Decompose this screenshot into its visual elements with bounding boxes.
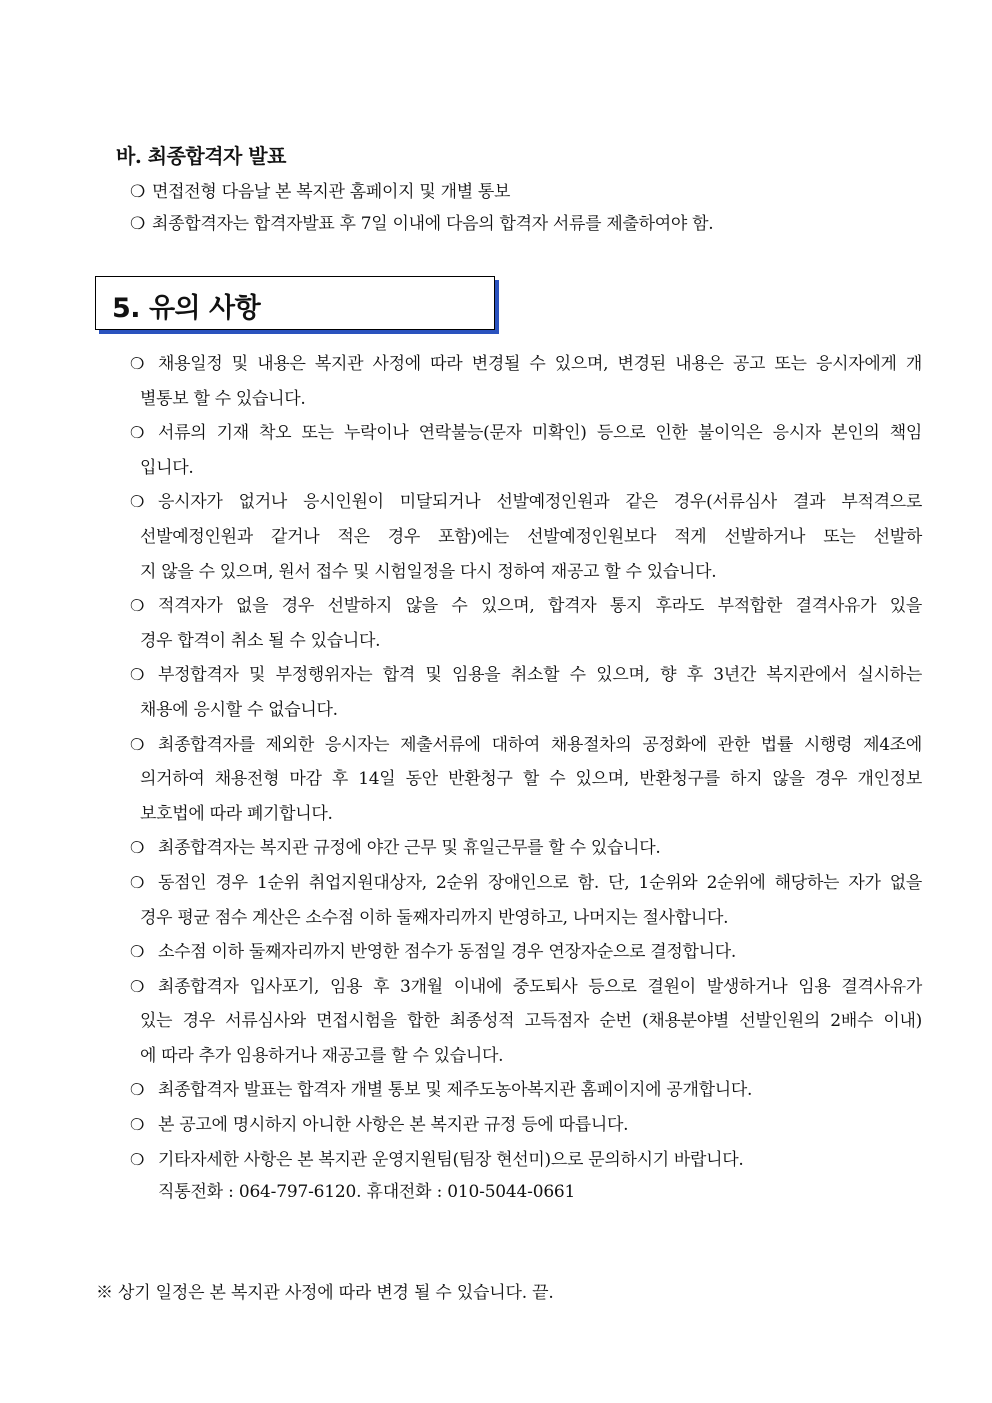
note-line [130,901,922,936]
note-line [130,970,922,1005]
bullet-circle-icon: ❍ [130,665,145,685]
section-title-box [95,276,495,330]
note-line [130,555,922,590]
contact-info: 직통전화 : 064-797-6120. 휴대전화 : 010-5044-0661 [158,1182,576,1202]
note-item [130,728,922,832]
note-line [130,485,922,520]
bullet-circle-icon: ❍ [130,838,145,858]
note-item [130,485,922,589]
note-text: 에 따라 추가 임용하거나 재공고를 할 수 있습니다. [140,1045,504,1066]
footnote: ※ 상기 일정은 본 복지관 사정에 따라 변경 될 수 있습니다. 끝. [96,1283,554,1303]
note-text: 채용에 응시할 수 없습니다. [140,699,338,720]
note-text: 서류의 기재 착오 또는 누락이나 연락불능(문자 미확인) 등으로 인한 불이익은 응시자 본인의 책임 [158,423,922,444]
bullet-circle-icon: ❍ [130,596,145,616]
bullet-circle-icon: ❍ [130,1149,145,1169]
note-line [130,1108,922,1143]
note-line [130,797,922,832]
bullet-circle-icon: ❍ [130,354,145,373]
note-line [130,451,922,486]
subsection-item [130,212,713,236]
note-line [130,866,922,901]
bullet-circle-icon: ❍ [130,1115,145,1135]
note-text: 응시자가 없거나 응시인원이 미달되거나 선발예정인원과 같은 경우(서류심사 결과 부적격으로 [158,492,922,513]
notes-list [130,347,922,1177]
note-text: 지 않을 수 있으며, 원서 접수 및 시험일정을 다시 정하여 재공고 할 수 있습니다. [140,561,717,582]
note-item [130,1143,922,1178]
note-text: 선발예정인원과 같거나 적은 경우 포함)에는 선발예정인원보다 적게 선발하거나 또는 선발하 [140,526,922,547]
bullet-circle-icon: ❍ [130,976,145,996]
note-text: 소수점 이하 둘째자리까지 반영한 점수가 동점일 경우 연장자순으로 결정합니다. [158,942,736,963]
note-text: 입니다. [140,457,194,478]
note-item [130,658,922,727]
note-text: 채용일정 및 내용은 복지관 사정에 따라 변경될 수 있으며, 변경된 내용은 공고 또는 응시자에게 개 [158,354,922,374]
note-item [130,589,922,658]
note-item [130,416,922,485]
note-line [130,347,922,382]
bullet-circle-icon: ❍ [130,942,145,962]
bullet-circle-icon: ❍ [130,872,145,892]
subsection-item-text: 최종합격자는 합격자발표 후 7일 이내에 다음의 합격자 서류를 제출하여야 함. [152,214,714,234]
note-line [130,935,922,970]
note-item [130,1073,922,1108]
note-line [130,382,922,417]
note-text: 최종합격자 입사포기, 임용 후 3개월 이내에 중도퇴사 등으로 결원이 발생하거나 임용 결격사유가 [158,976,922,997]
note-text: 있는 경우 서류심사와 면접시험을 합한 최종성적 고득점자 순번 (채용분야별 선발인원의 2배수 이내) [140,1011,922,1032]
bullet-circle-icon: ❍ [130,214,145,234]
note-line [130,1143,922,1178]
note-line [130,693,922,728]
bullet-circle-icon: ❍ [130,1080,145,1100]
note-text: 별통보 할 수 있습니다. [140,388,306,409]
section-title: 5. 유의 사항 [112,293,261,324]
note-text: 최종합격자 발표는 합격자 개별 통보 및 제주도농아복지관 홈페이지에 공개합니다. [158,1080,753,1101]
note-line [130,589,922,624]
note-text: 본 공고에 명시하지 아니한 사항은 본 복지관 규정 등에 따릅니다. [158,1115,629,1136]
note-text: 동점인 경우 1순위 취업지원대상자, 2순위 장애인으로 함. 단, 1순위와 2순위에 해당하는 자가 없을 [158,872,922,893]
note-item [130,935,922,970]
note-item [130,831,922,866]
subsection-item-text: 면접전형 다음날 본 복지관 홈페이지 및 개별 통보 [152,182,511,202]
note-line [130,728,922,763]
note-text: 최종합격자는 복지관 규정에 야간 근무 및 휴일근무를 할 수 있습니다. [158,838,661,859]
note-text: 의거하여 채용전형 마감 후 14일 동안 반환청구 할 수 있으며, 반환청구를 하지 않을 경우 개인정보 [140,769,922,790]
note-text: 기타자세한 사항은 본 복지관 운영지원팀(팀장 현선미)으로 문의하시기 바랍니다. [158,1149,744,1170]
note-text: 적격자가 없을 경우 선발하지 않을 수 있으며, 합격자 통지 후라도 부적합한 결격사유가 있을 [158,596,922,617]
bullet-circle-icon: ❍ [130,492,145,512]
note-item [130,866,922,935]
note-text: 최종합격자를 제외한 응시자는 제출서류에 대하여 채용절차의 공정화에 관한 법률 시행령 제4조에 [158,734,922,755]
note-line [130,831,922,866]
note-item [130,970,922,1074]
note-text: 보호법에 따라 폐기합니다. [140,803,333,824]
note-text: 경우 평균 점수 계산은 소수점 이하 둘째자리까지 반영하고, 나머지는 절사합니다. [140,907,729,928]
bullet-circle-icon: ❍ [130,734,145,754]
note-line [130,1004,922,1039]
note-line [130,520,922,555]
note-line [130,658,922,693]
subsection-title: 바. 최종합격자 발표 [116,144,286,168]
note-line [130,624,922,659]
note-text: 부정합격자 및 부정행위자는 합격 및 임용을 취소할 수 있으며, 향 후 3년간 복지관에서 실시하는 [158,665,922,686]
note-text: 경우 합격이 취소 될 수 있습니다. [140,630,381,651]
note-item [130,347,922,416]
subsection-item [130,180,510,204]
note-item [130,1108,922,1143]
bullet-circle-icon: ❍ [130,182,145,202]
bullet-circle-icon: ❍ [130,423,145,443]
note-line [130,762,922,797]
note-line [130,416,922,451]
note-line [130,1039,922,1074]
note-line [130,1073,922,1108]
